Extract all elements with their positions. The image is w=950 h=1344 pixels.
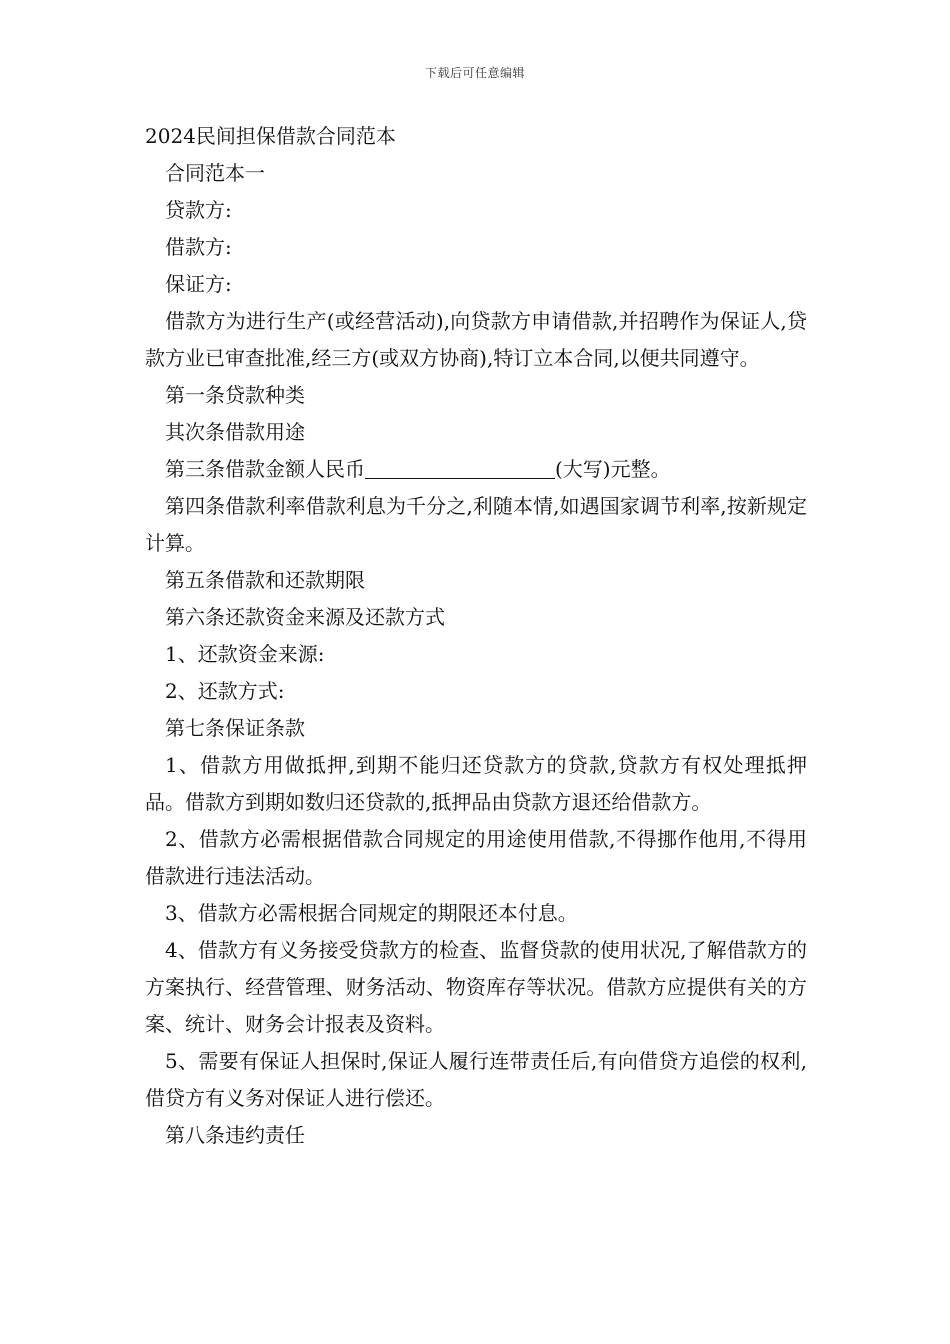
- clause-2-heading: 其次条借款用途: [165, 420, 305, 444]
- page-header-note: 下载后可任意编辑: [424, 66, 525, 80]
- borrower-field: 借款方:: [165, 235, 232, 259]
- clause-3-prefix: 第三条借款金额人民币: [165, 457, 365, 481]
- document-title: 2024民间担保借款合同范本: [145, 124, 396, 148]
- amount-blank-line: [365, 456, 555, 479]
- clause-5-heading: 第五条借款和还款期限: [165, 568, 365, 592]
- clause-3-amount: [145, 451, 807, 488]
- clause-4-interest: 第四条借款利率借款利息为千分之,利随本情,如遇国家调节利率,按新规定计算。: [145, 494, 807, 555]
- clause-1-heading: 第一条贷款种类: [165, 383, 305, 407]
- contract-sample-label: 合同范本一: [165, 161, 265, 185]
- guarantee-item-1: 1、借款方用做抵押,到期不能归还贷款方的贷款,贷款方有权处理抵押品。借款方到期如数归还贷款的,抵押品由贷款方退还给借款方。: [145, 753, 807, 814]
- clause-3-suffix: (大写)元整。: [555, 457, 671, 481]
- lender-field: 贷款方:: [165, 198, 232, 222]
- repayment-source-item: 1、还款资金来源:: [165, 642, 325, 666]
- guarantee-item-5: 5、需要有保证人担保时,保证人履行连带责任后,有向借贷方追偿的权利,借贷方有义务对保证人进行偿还。: [145, 1049, 807, 1110]
- guarantee-item-3: 3、借款方必需根据合同规定的期限还本付息。: [165, 901, 578, 925]
- document-body: [145, 118, 807, 1154]
- clause-7-heading: 第七条保证条款: [165, 716, 305, 740]
- guarantee-item-2: 2、借款方必需根据借款合同规定的用途使用借款,不得挪作他用,不得用借款进行违法活动。: [145, 827, 807, 888]
- guarantee-item-4: 4、借款方有义务接受贷款方的检查、监督贷款的使用状况,了解借款方的方案执行、经营管理、财务活动、物资库存等状况。借款方应提供有关的方案、统计、财务会计报表及资料。: [145, 938, 807, 1036]
- clause-6-heading: 第六条还款资金来源及还款方式: [165, 605, 445, 629]
- guarantor-field: 保证方:: [165, 272, 232, 296]
- repayment-method-item: 2、还款方式:: [165, 679, 285, 703]
- preamble-paragraph: 借款方为进行生产(或经营活动),向贷款方申请借款,并招聘作为保证人,贷款方业已审查批准,经三方(或双方协商),特订立本合同,以便共同遵守。: [145, 309, 807, 370]
- clause-8-heading: 第八条违约责任: [165, 1123, 305, 1147]
